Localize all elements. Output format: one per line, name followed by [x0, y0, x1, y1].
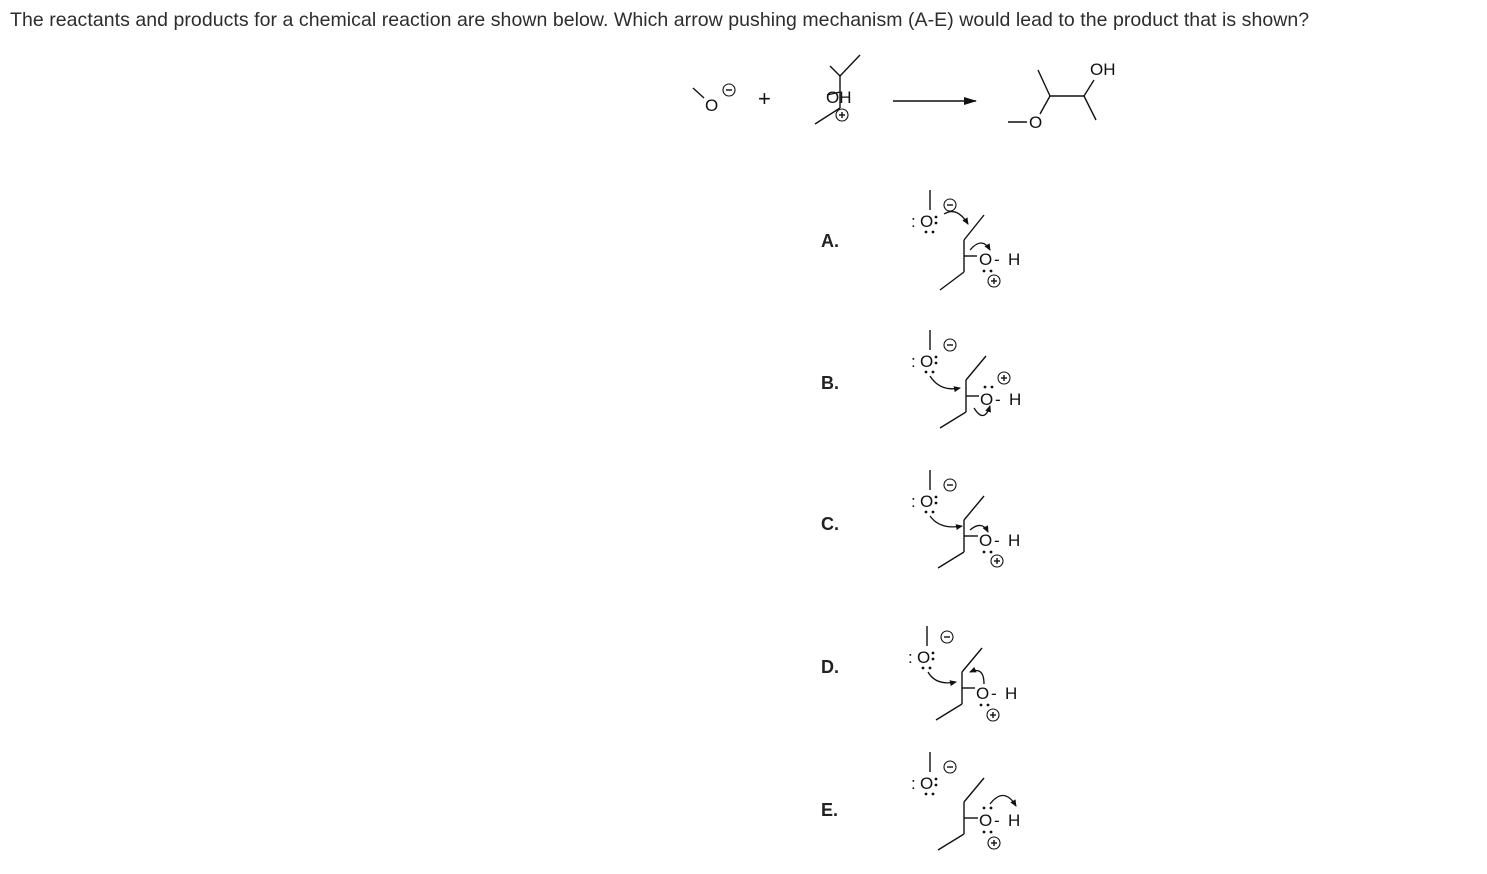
- lone-pair-colon: :: [911, 774, 916, 793]
- substrate-oh-group: OH: [826, 88, 852, 107]
- curved-arrow: [930, 376, 960, 389]
- option-b: [821, 330, 1021, 428]
- bond-dash: -: [994, 250, 1000, 269]
- nucleophile-oxygen: O: [705, 96, 719, 115]
- plus-sign: +: [758, 86, 771, 111]
- option-a: [821, 190, 1020, 290]
- leaving-group-hydrogen: H: [1005, 684, 1018, 703]
- option-a-label: A.: [821, 231, 839, 251]
- option-d-label: D.: [821, 657, 839, 677]
- curved-arrow: [990, 795, 1016, 806]
- nucleophile-oxygen: O: [917, 648, 931, 667]
- leaving-group-hydrogen: H: [1008, 811, 1021, 830]
- bond-dash: -: [994, 531, 1000, 550]
- curved-arrow: [944, 212, 968, 224]
- curved-arrow: [928, 672, 956, 683]
- nucleophile-oxygen: O: [920, 352, 934, 371]
- leaving-group-hydrogen: H: [1008, 531, 1021, 550]
- option-c: [821, 470, 1020, 568]
- option-e: [821, 752, 1020, 850]
- product-ether-oxygen: O: [1029, 113, 1043, 132]
- question-text: The reactants and products for a chemical reaction are shown below. Which arrow pushing mechanism (A-E) would lead to the product that is shown?: [10, 9, 1310, 31]
- leaving-group-oxygen: O: [976, 684, 990, 703]
- option-b-label: B.: [821, 373, 839, 393]
- nucleophile-oxygen: O: [920, 212, 934, 231]
- lone-pair-colon: :: [908, 648, 913, 667]
- curved-arrow: [930, 516, 962, 527]
- option-c-label: C.: [821, 514, 839, 534]
- curved-arrow: [970, 243, 990, 250]
- leaving-group-oxygen: O: [979, 811, 993, 830]
- nucleophile-methoxide: [693, 84, 735, 115]
- bond-dash: -: [991, 684, 997, 703]
- lone-pair-colon: :: [911, 352, 916, 371]
- nucleophile-oxygen: O: [920, 492, 934, 511]
- lone-pair-colon: :: [911, 212, 916, 231]
- nucleophile-oxygen: O: [920, 774, 934, 793]
- product-ether-alcohol: [1008, 60, 1116, 132]
- curved-arrow: [970, 671, 984, 685]
- leaving-group-oxygen: O: [979, 250, 993, 269]
- bond-dash: -: [995, 390, 1001, 409]
- lone-pair-colon: :: [911, 492, 916, 511]
- bond-dash: -: [994, 811, 1000, 830]
- option-e-label: E.: [821, 800, 839, 820]
- substrate-protonated-alcohol: [815, 55, 860, 124]
- product-oh-group: OH: [1090, 60, 1116, 79]
- option-d: [821, 626, 1017, 721]
- leaving-group-oxygen: O: [980, 390, 994, 409]
- leaving-group-oxygen: O: [979, 531, 993, 550]
- leaving-group-hydrogen: H: [1009, 390, 1022, 409]
- leaving-group-hydrogen: H: [1008, 250, 1021, 269]
